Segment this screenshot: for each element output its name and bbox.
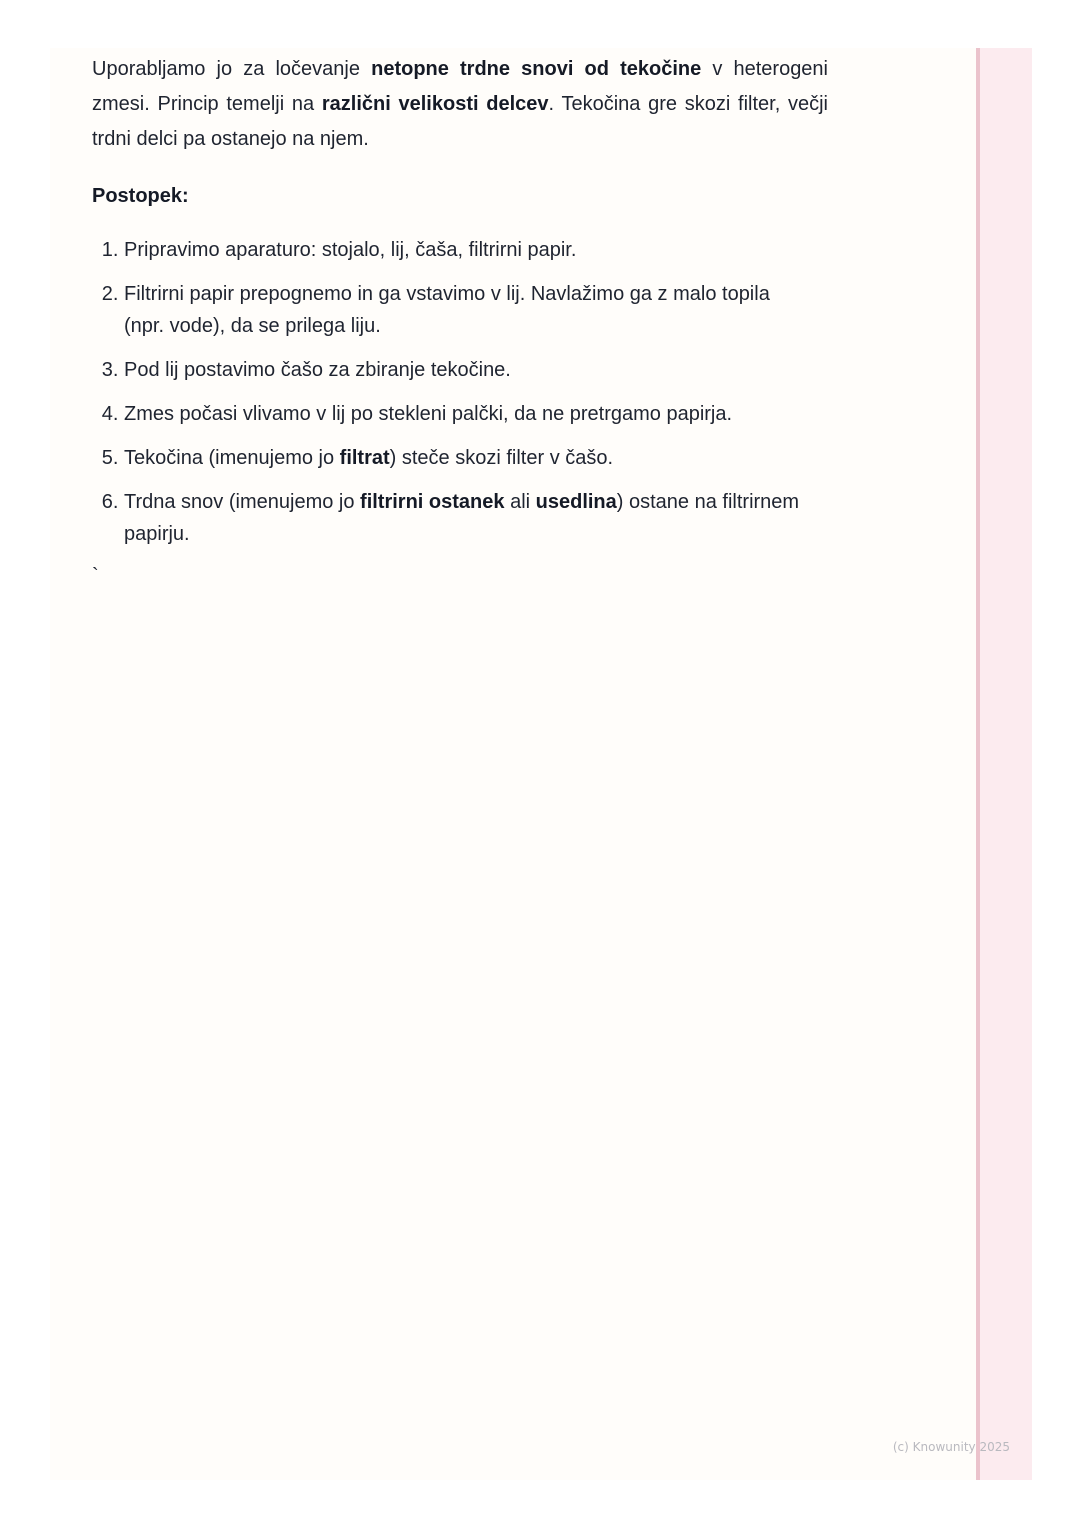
step-2-text: Filtrirni papir prepognemo in ga vstavimo v lij. Navlažimo ga z malo topila (npr. vode), da se prilega liju. [124,283,770,337]
step-6-bold-2: usedlina [535,491,617,513]
page-margin-line [976,48,980,1480]
step-5-bold-1: filtrat [339,447,390,469]
copyright-footer: (c) Knowunity 2025 [892,1440,1010,1454]
step-item-5 [124,442,804,474]
step-3-text: Pod lij postavimo čašo za zbiranje tekočine. [124,359,511,381]
step-6-text-3: ) ostane na filtrirnem papirju. [124,491,800,545]
step-1-text: Pripravimo aparaturo: stojalo, lij, čaša, filtrirni papir. [124,239,577,261]
step-item-3 [124,354,804,386]
step-6-text-2: ali [504,491,536,513]
intro-text-2: v heterogeni zmesi. Princip temelji na [92,58,829,115]
procedure-heading: Postopek: [92,185,189,207]
step-6-text-1: Trdna snov (imenujemo jo [124,491,361,513]
step-item-6 [124,486,804,550]
stray-backtick: ` [92,565,99,587]
step-item-4 [124,398,804,430]
intro-text-3: . Tekočina gre skozi filter, večji trdni delci pa ostanejo na njem. [92,93,828,150]
page-margin-band [976,48,1032,1480]
intro-paragraph [92,52,828,157]
step-5-text-2: ) steče skozi filter v čašo. [389,447,614,469]
document-content [92,52,828,586]
step-item-1 [124,234,804,266]
step-6-bold-1: filtrirni ostanek [360,491,505,513]
step-4-text: Zmes počasi vlivamo v lij po stekleni palčki, da ne pretrgamo papirja. [124,403,733,425]
step-5-text-1: Tekočina (imenujemo jo [124,447,340,469]
procedure-steps [92,234,804,550]
intro-text-1: Uporabljamo jo za ločevanje [92,58,372,80]
intro-bold-1: netopne trdne snovi od tekočine [371,58,702,80]
intro-bold-2: različni velikosti delcev [321,93,549,115]
step-item-2 [124,278,804,342]
